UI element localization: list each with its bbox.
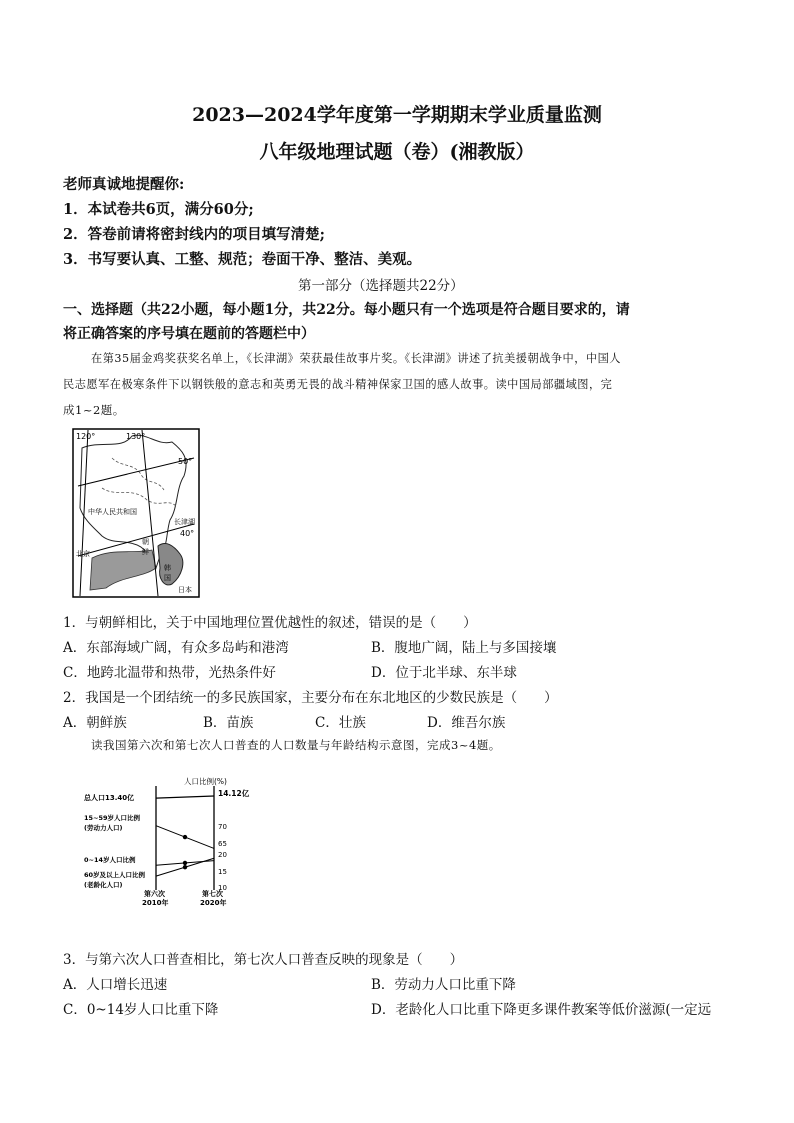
q3-option-d: D．老龄化人口比重下降更多课件教案等低价滋源(一定远 (371, 1002, 712, 1018)
lat-label-50: 50° (178, 457, 193, 466)
notice-heading: 老师真诚地提醒你: (63, 176, 185, 193)
labor-label-1: 15~59岁人口比例 (84, 814, 141, 822)
chart-axis-title: 人口比例(%) (184, 777, 227, 786)
labor-label-2: (劳动力人口) (84, 824, 123, 832)
exam-title: 2023—2024学年度第一学期期末学业质量监测 (192, 104, 602, 126)
china-label: 中华人民共和国 (88, 508, 137, 516)
q1-stem: 1．与朝鲜相比，关于中国地理位置优越性的叙述，错误的是（ ） (63, 615, 477, 631)
q3-option-b: B．劳动力人口比重下降 (371, 977, 516, 993)
lake-label: 长津湖 (174, 518, 195, 526)
q1-option-d: D．位于北半球、东半球 (371, 665, 517, 681)
total-left-label: 总人口13.40亿 (84, 794, 135, 802)
q2-option-b: B．苗族 (203, 715, 254, 731)
section-heading-line2: 将正确答案的序号填在题前的答题栏中） (63, 326, 315, 342)
intro-line-3: 成1~2题。 (63, 403, 125, 417)
intro-line-1: 在第35届金鸡奖获奖名单上，《长津湖》荣获最佳故事片奖。《长津湖》讲述了抗美援朝战争中，中国人 (91, 352, 621, 365)
tick-10: 10 (218, 884, 227, 892)
series-line-0 (156, 796, 214, 798)
tick-20: 20 (218, 851, 227, 859)
china-partial-map (72, 428, 200, 598)
tick-65: 65 (218, 840, 227, 848)
lon-label-130: 130° (126, 432, 146, 441)
elder-label-1: 60岁及以上人口比例 (84, 871, 146, 879)
tick-70: 70 (218, 823, 227, 831)
elder-label-2: (老龄化人口) (84, 881, 123, 889)
q2-option-c: C．壮族 (315, 715, 366, 731)
korea-label-1: 朝 (142, 538, 149, 546)
q2-option-a: A．朝鲜族 (63, 715, 127, 731)
q3-option-c: C．0~14岁人口比重下降 (63, 1002, 219, 1018)
lon-label-120: 120° (76, 432, 96, 441)
exam-subtitle: 八年级地理试题（卷）(湘教版） (259, 141, 535, 163)
q2-option-d: D．维吾尔族 (427, 715, 506, 731)
rok-label-2: 国 (164, 574, 171, 582)
korea-label-2: 鲜 (142, 548, 149, 556)
q3-option-a: A．人口增长迅速 (63, 977, 168, 993)
intro-line-2: 民志愿军在极寒条件下以钢铁般的意志和英勇无畏的战斗精神保家卫国的感人故事。读中国局部疆域图，完 (63, 378, 613, 391)
notice-item-2: 2．答卷前请将密封线内的项目填写清楚; (63, 226, 325, 243)
census7-label-2: 2020年 (200, 899, 227, 907)
child-label: 0~14岁人口比例 (84, 856, 136, 864)
tick-15: 15 (218, 868, 227, 876)
q3-stem: 3．与第六次人口普查相比，第七次人口普查反映的现象是（ ） (63, 952, 464, 968)
japan-label: 日本 (178, 586, 192, 594)
total-right-label: 14.12亿 (218, 789, 250, 798)
census6-label-2: 2010年 (142, 899, 169, 907)
q2-stem: 2．我国是一个团结统一的多民族国家，主要分布在东北地区的少数民族是（ ） (63, 690, 558, 706)
section-heading-line1: 一、选择题（共22小题，每小题1分，共22分。每小题只有一个选项是符合题目要求的，请 (63, 302, 630, 318)
lat-label-40: 40° (180, 529, 195, 538)
rok-label-1: 韩 (164, 564, 171, 572)
intro-q3-4: 读我国第六次和第七次人口普查的人口数量与年龄结构示意图，完成3~4题。 (91, 738, 501, 752)
q1-option-b: B．腹地广阔，陆上与多国接壤 (371, 640, 557, 656)
series-point-1 (183, 835, 187, 839)
series-point-3 (183, 865, 187, 869)
census7-label-1: 第七次 (202, 890, 223, 898)
part1-title: 第一部分（选择题共22分） (298, 278, 464, 294)
notice-item-1: 1．本试卷共6页，满分60分; (63, 201, 254, 218)
census6-label-1: 第六次 (144, 890, 165, 898)
notice-item-3: 3．书写要认真、工整、规范；卷面干净、整洁、美观。 (63, 251, 422, 268)
city-label: 北京 (76, 550, 90, 558)
series-point-2 (183, 861, 187, 865)
q1-option-c: C．地跨北温带和热带，光热条件好 (63, 665, 276, 681)
population-chart (84, 774, 250, 914)
q1-option-a: A．东部海域广阔，有众多岛屿和港湾 (63, 640, 289, 656)
